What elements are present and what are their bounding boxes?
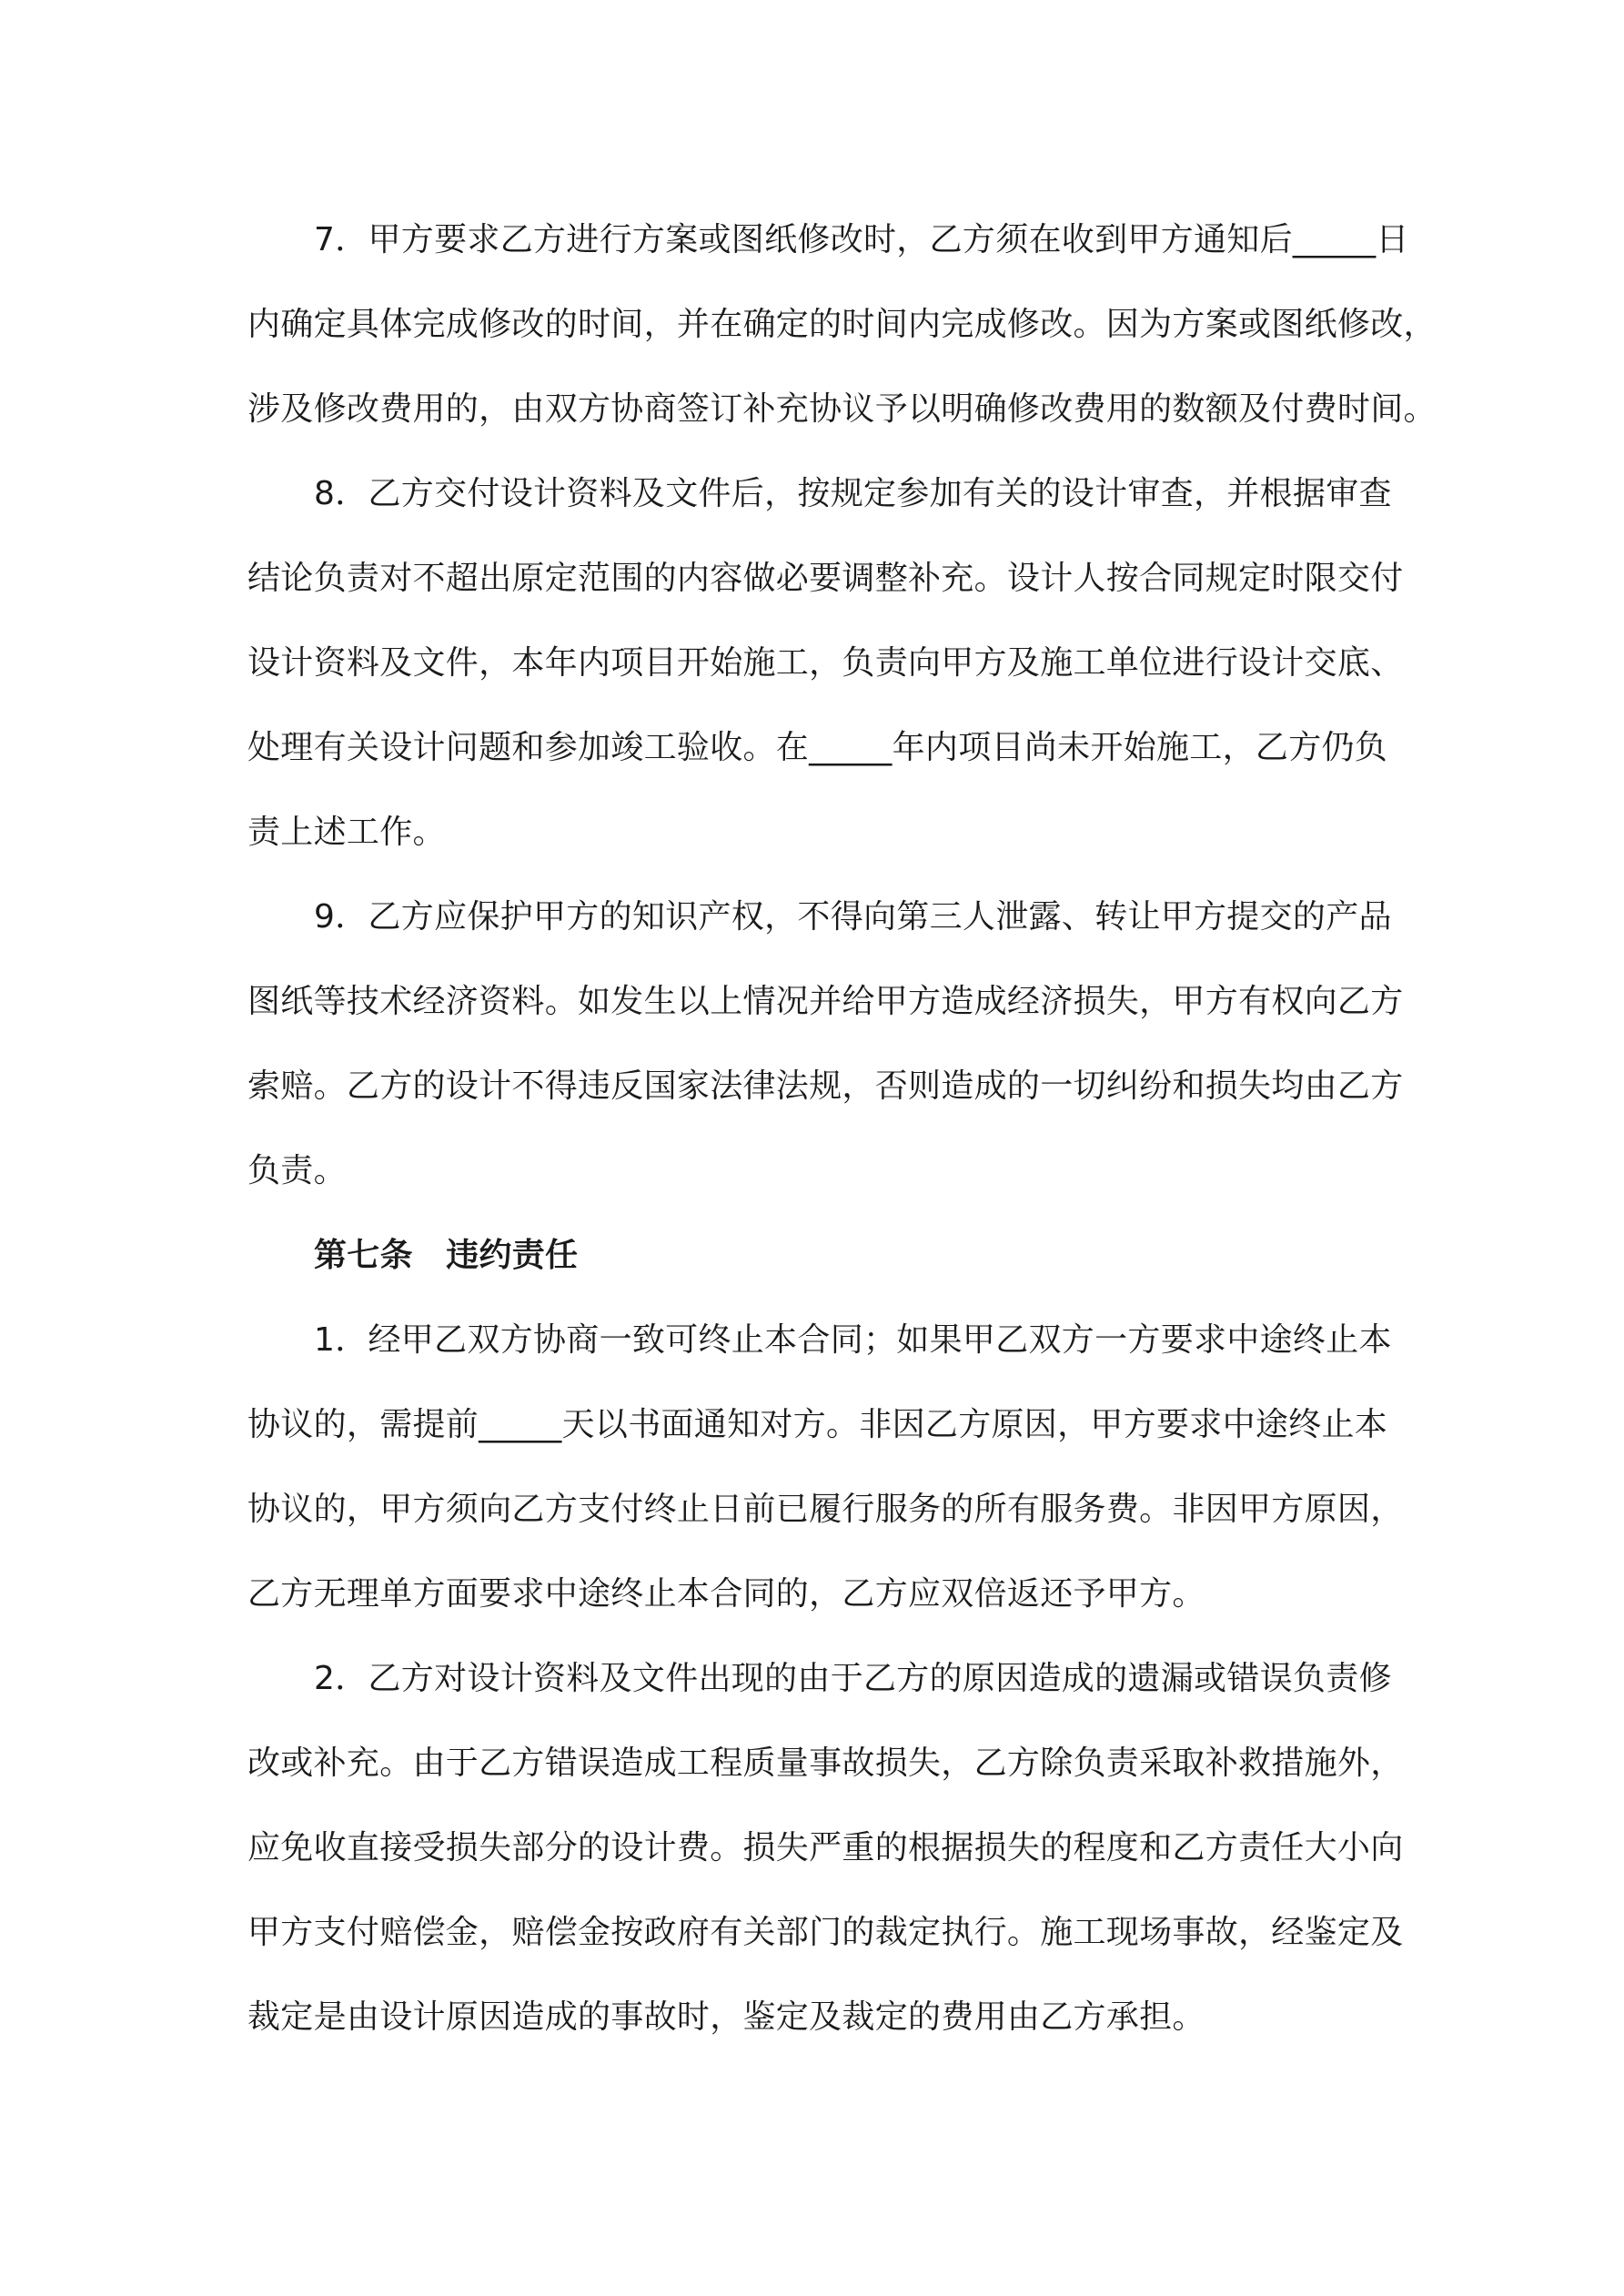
clause-8-line-4: 处理有关设计问题和参加竣工验收。在_____年内项目尚未开始施工，乙方仍负 [247,729,1388,766]
clause-8-line-3: 设计资料及文件，本年内项目开始施工，负责向甲方及施工单位进行设计交底、 [247,644,1404,682]
clause-8-line-5: 责上述工作。 [247,814,446,851]
liability-2-line-3: 应免收直接受损失部分的设计费。损失严重的根据损失的程度和乙方责任大小向 [247,1829,1404,1866]
clause-9-line-2: 图纸等技术经济资料。如发生以上情况并给甲方造成经济损失，甲方有权向乙方 [247,983,1404,1020]
clause-9-line-3: 索赔。乙方的设计不得违反国家法律法规，否则造成的一切纠纷和损失均由乙方 [247,1067,1404,1105]
clause-9-line-1: 9．乙方应保护甲方的知识产权，不得向第三人泄露、转让甲方提交的产品 [314,898,1392,936]
liability-2-line-2: 改或补充。由于乙方错误造成工程质量事故损失，乙方除负责采取补救措施外， [247,1745,1404,1782]
liability-2-line-5: 裁定是由设计原因造成的事故时，鉴定及裁定的费用由乙方承担。 [247,1998,1205,2036]
section-heading: 第七条 违约责任 [314,1237,579,1274]
clause-7-line-1: 7．甲方要求乙方进行方案或图纸修改时，乙方须在收到甲方通知后_____日 [314,221,1409,258]
liability-1-line-1: 1．经甲乙双方协商一致可终止本合同；如果甲乙双方一方要求中途终止本 [314,1321,1392,1359]
liability-2-line-4: 甲方支付赔偿金，赔偿金按政府有关部门的裁定执行。施工现场事故，经鉴定及 [247,1914,1404,1951]
liability-2-line-1: 2．乙方对设计资料及文件出现的由于乙方的原因造成的遗漏或错误负责修 [314,1660,1392,1697]
liability-1-line-3: 协议的，甲方须向乙方支付终止日前已履行服务的所有服务费。非因甲方原因， [247,1491,1404,1528]
clause-9-line-4: 负责。 [247,1152,347,1189]
liability-1-line-4: 乙方无理单方面要求中途终止本合同的，乙方应双倍返还予甲方。 [247,1575,1205,1613]
liability-1-line-2: 协议的，需提前_____天以书面通知对方。非因乙方原因，甲方要求中途终止本 [247,1406,1388,1443]
clause-8-line-2: 结论负责对不超出原定范围的内容做必要调整补充。设计人按合同规定时限交付 [247,560,1404,597]
clause-7-line-2: 内确定具体完成修改的时间，并在确定的时间内完成修改。因为方案或图纸修改， [247,306,1437,343]
clause-8-line-1: 8．乙方交付设计资料及文件后，按规定参加有关的设计审查，并根据审查 [314,475,1392,512]
clause-7-line-3: 涉及修改费用的，由双方协商签订补充协议予以明确修改费用的数额及付费时间。 [247,390,1437,428]
